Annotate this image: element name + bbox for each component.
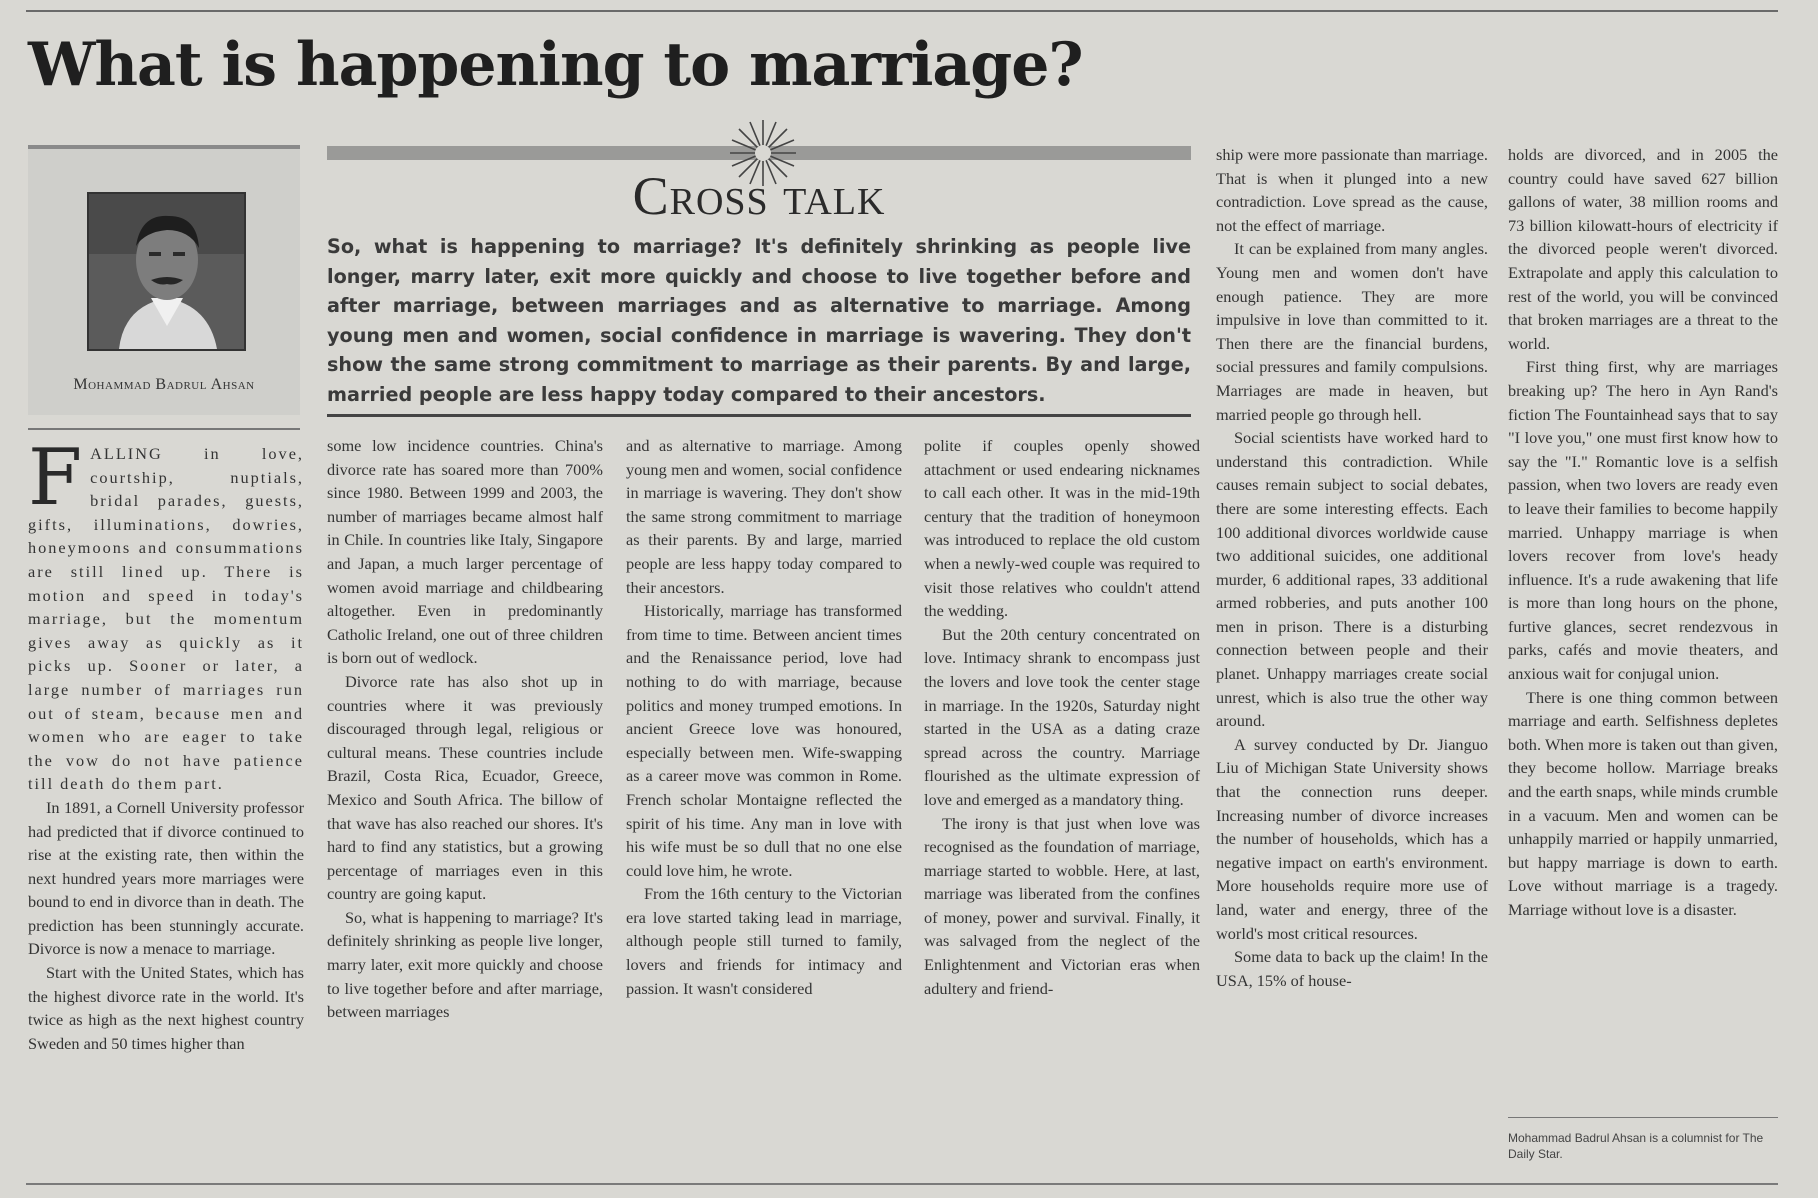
paragraph: Divorce rate has also shot up in countries where it was previously discouraged through legal, religious or cultural means. These countries include Brazil, Costa Rica, Ecuador, Greece, Mexico and South Africa. The billow of that wave has also reached our shores. It's hard to find any statistics, but a growing percentage of marriages even in this country are going kaput. xyxy=(327,671,603,904)
column-3 xyxy=(626,434,902,1000)
author-portrait xyxy=(87,192,246,351)
headline: What is happening to marriage? xyxy=(28,30,1083,100)
drop-cap: F xyxy=(28,433,85,523)
column-2 xyxy=(327,434,603,1024)
author-name: Mohammad Badrul Ahsan xyxy=(73,376,255,393)
paragraph: ship were more passionate than marriage. That is when it plunged into a new contradiction. Love spread as the cause, not the effect of marriage. xyxy=(1216,145,1488,235)
bottom-rule xyxy=(26,1183,1778,1185)
top-rule xyxy=(26,10,1778,12)
author-bio: Mohammad Badrul Ahsan is a columnist for The Daily Star. xyxy=(1508,1131,1764,1161)
paragraph: So, what is happening to marriage? It's definitely shrinking as people live longer, marry later, exit more quickly and choose to live together before and after marriage, between marriages xyxy=(327,907,603,1022)
column-1 xyxy=(28,433,304,1055)
paragraph: It can be explained from many angles. Young men and women don't have enough patience. They are more impulsive in love than committed to it. Then there are the financial burdens, social pressures and family compulsions. Marriages are made in heaven, but married people go through hell. xyxy=(1216,239,1488,424)
paragraph: some low incidence countries. China's divorce rate has soared more than 700% since 1980. Between 1999 and 2003, the number of marriages became almost half in Chile. In countries like Italy, Singapore and Japan, a much larger percentage of women avoid marriage and childbearing altogether. Even in predominantly Catholic Ireland, one out of three children is born out of wedlock. xyxy=(327,436,603,668)
paragraph: and as alternative to marriage. Among young men and women, social confidence in marriage is wavering. They don't show the same strong commitment to marriage as their parents. By and large, married people are less happy today compared to their ancestors. xyxy=(626,436,902,597)
paragraph: A survey conducted by Dr. Jianguo Liu of Michigan State University shows that the connection runs deeper. Increasing number of divorce increases the number of households, which has a negative impact on earth's environment. More households require more use of land, water and energy, three of the world's most critical resources. xyxy=(1216,734,1488,943)
paragraph: In 1891, a Cornell University professor had predicted that if divorce continued to rise at the existing rate, then within the next hundred years more marriages were bound to end in divorce than in death. The prediction has been stunningly accurate. Divorce is now a menace to marriage. xyxy=(28,797,304,959)
lead-paragraph xyxy=(28,433,304,796)
paragraph: polite if couples openly showed attachment or used endearing nicknames to call each other. It was in the mid-19th century that the tradition of honeymoon was introduced to replace the old custom when a newly-wed couple was required to visit those relatives who couldn't attend the wedding. xyxy=(924,436,1200,621)
section-title: Cross talk xyxy=(632,166,886,226)
paragraph: There is one thing common between marriage and earth. Selfishness depletes both. When more is taken out than given, they become hollow. Marriage breaks and the earth snaps, while minds crumble in a vacuum. Men and women can be unhappily married or happily unmarried, but happy marriage is down to earth. Love without marriage is a tragedy. Marriage without love is a disaster. xyxy=(1508,687,1778,919)
portrait-image xyxy=(89,194,244,349)
column-4 xyxy=(924,434,1200,1000)
standfirst-rule xyxy=(327,414,1191,417)
author-rule-top xyxy=(28,145,300,149)
paragraph: First thing first, why are marriages breaking up? The hero in Ayn Rand's fiction The Fountainhead says that to say "I love you," one must first know how to say the "I." Romantic love is a selfish passion, when two lovers are ready even to leave their families to become happily married. Unhappy marriage is when lovers recover from love's heady influence. It's a rude awakening that life is more than long hours on the phone, furtive glances, secret rendezvous in parks, cafés and movie theaters, and anxious wait for conjugal union. xyxy=(1508,357,1778,684)
paragraph: holds are divorced, and in 2005 the country could have saved 627 billion gallons of water, 38 million rooms and 73 billion kilowatt-hours of electricity if the divorced people weren't divorced. Extrapolate and apply this calculation to rest of the world, you will be convinced that broken marriages are a threat to the world. xyxy=(1508,145,1778,353)
lead-text: ALLING in love, courtship, nuptials, bridal parades, guests, gifts, illuminations, dowries, honeymoons and consummations are still lined up. There is motion and speed in today's marriage, but the momentum gives away as quickly as it picks up. Sooner or later, a large number of marriages run out of steam, because men and women who are eager to take the vow do not have patience till death do them part. xyxy=(28,444,304,794)
author-rule-bottom xyxy=(28,428,300,430)
bio-rule xyxy=(1508,1117,1778,1118)
paragraph: From the 16th century to the Victorian era love started taking lead in marriage, although people still turned to family, lovers and friends for intimacy and passion. It wasn't considered xyxy=(626,884,902,998)
paragraph: Start with the United States, which has the highest divorce rate in the world. It's twice as high as the next highest country Sweden and 50 times higher than xyxy=(28,963,304,1053)
column-6 xyxy=(1508,143,1778,922)
paragraph: Some data to back up the claim! In the USA, 15% of house- xyxy=(1216,947,1488,990)
paragraph: But the 20th century concentrated on love. Intimacy shrank to encompass just the lovers and love took the center stage in marriage. In the 1920s, Saturday night started in the USA as a dating craze spread across the country. Marriage flourished as the ultimate expression of love and emerged as a mandatory thing. xyxy=(924,624,1200,809)
paragraph: Historically, marriage has transformed from time to time. Between ancient times and the Renaissance period, love had nothing to do with marriage, because politics and money trumped emotions. In ancient Greece love was honoured, especially between men. Wife-swapping as a career move was common in Rome. French scholar Montaigne reflected the spirit of his time. Any man in love with his wife must be so dull that no one else could love him, he wrote. xyxy=(626,601,902,880)
paragraph: The irony is that just when love was recognised as the foundation of marriage, marriage started to wobble. Here, at last, marriage was liberated from the confines of money, power and survival. Finally, it was salvaged from the neglect of the Enlightenment and Victorian eras when adultery and friend- xyxy=(924,813,1200,998)
paragraph: Social scientists have worked hard to understand this contradiction. While causes remain subject to social debates, there are some interesting effects. Each 100 additional divorces worldwide cause two additional suicides, one additional murder, 6 additional rapes, 33 additional armed robberies, and puts another 100 men in prison. There is a disturbing connection between people and their planet. Unhappy marriages create social unrest, which is also true the other way around. xyxy=(1216,428,1488,731)
standfirst: So, what is happening to marriage? It's definitely shrinking as people live longer, marry later, exit more quickly and choose to live together before and after marriage, between marriages and as alternative to marriage. Among young men and women, social confidence in marriage is wavering. They don't show the same strong commitment to marriage as their parents. By and large, married people are less happy today compared to their ancestors. xyxy=(327,235,1191,406)
column-5 xyxy=(1216,143,1488,992)
